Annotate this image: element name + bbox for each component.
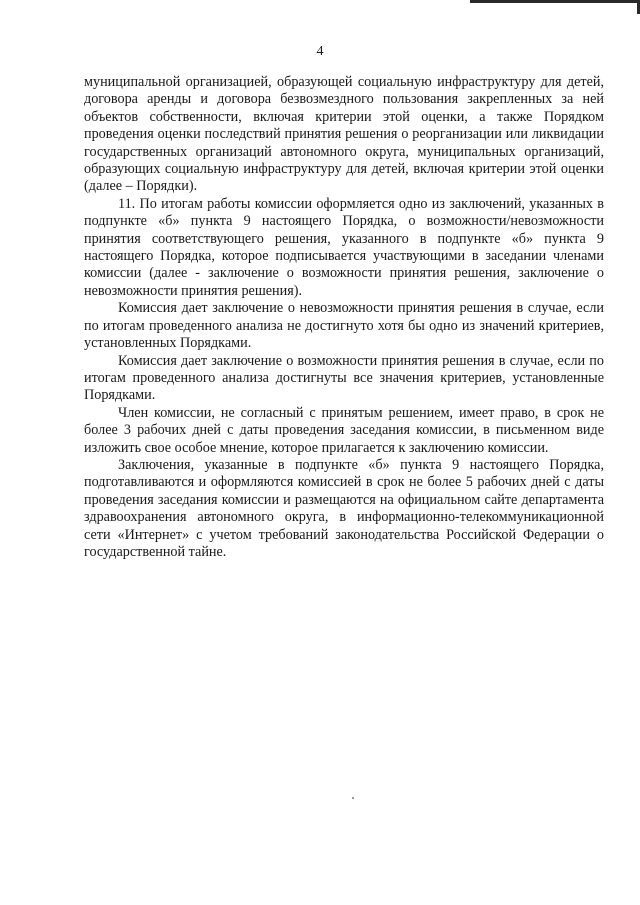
- paragraph-positive-conclusion: Комиссия дает заключение о возможности принятия решения в случае, если по итогам проведенного анализа достигнуты все значения критериев, установленные Порядками.: [84, 352, 604, 404]
- paragraph-publication: Заключения, указанные в подпункте «б» пункта 9 настоящего Порядка, подготавливаются и оформляются комиссией в срок не более 5 рабочих дней с даты проведения заседания комиссии и размещаются на официальном сайте департамента здравоохранения автономного округа, в информационно-телекоммуникационной сети «Интернет» с учетом требований законодательства Российской Федерации о государственной тайне.: [84, 456, 604, 560]
- document-body: [84, 74, 604, 561]
- scan-edge-mark: [470, 0, 640, 3]
- paragraph-continuation: муниципальной организацией, образующей социальную инфраструктуру для детей, договора аренды и договора безвозмездного пользования закрепленных за ней объектов собственности, включая критерии этой оценки, а также Порядком проведения оценки последствий принятия решения о реорганизации или ликвидации государственных организаций автономного округа, муниципальных организаций, образующих социальную инфраструктуру для детей, включая критерии этой оценки (далее – Порядки).: [84, 74, 604, 195]
- paragraph-dissenting-opinion: Член комиссии, не согласный с принятым решением, имеет право, в срок не более 3 рабочих дней с даты проведения заседания комиссии, в письменном виде изложить свое особое мнение, которое прилагается к заключению комиссии.: [84, 404, 604, 456]
- paragraph-item-11: 11. По итогам работы комиссии оформляется одно из заключений, указанных в подпункте «б» пункта 9 настоящего Порядка, о возможности/невозможности принятия соответствующего решения, указанного в подпункте «б» пункта 9 настоящего Порядка, которое подписывается участвующими в заседании членами комиссии (далее - заключение о возможности принятия решения, заключение о невозможности принятия решения).: [84, 195, 604, 299]
- scan-speck: [352, 797, 354, 799]
- paragraph-negative-conclusion: Комиссия дает заключение о невозможности принятия решения в случае, если по итогам проведенного анализа не достигнуто хотя бы одно из значений критериев, установленных Порядками.: [84, 300, 604, 352]
- page-number: 4: [316, 44, 324, 59]
